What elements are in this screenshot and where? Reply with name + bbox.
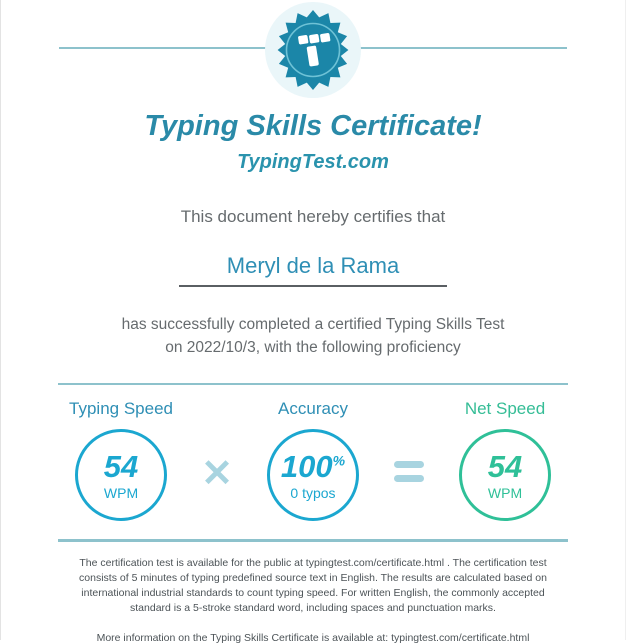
typing-speed-circle xyxy=(75,429,167,521)
recipient-name: Meryl de la Rama xyxy=(226,253,400,278)
stat-typing-speed xyxy=(46,399,196,521)
certificate-header xyxy=(1,0,625,96)
net-speed-value: 54 xyxy=(487,448,523,484)
divider-bottom xyxy=(58,539,568,542)
certificate-subtitle: TypingTest.com xyxy=(237,151,389,173)
recipient-name-block xyxy=(179,253,447,287)
divider-middle xyxy=(58,383,568,385)
recipient-name-underline xyxy=(179,285,447,287)
typingtest-gear-badge-icon xyxy=(273,10,353,90)
percent-symbol: % xyxy=(332,452,346,469)
stats-row xyxy=(1,399,625,521)
net-speed-circle xyxy=(459,429,551,521)
typing-speed-value: 54 xyxy=(103,448,139,484)
accuracy-value-group xyxy=(280,448,346,484)
accuracy-circle xyxy=(267,429,359,521)
multiply-icon: ✕ xyxy=(201,453,233,495)
accuracy-value: 100 xyxy=(280,448,333,484)
equals-icon xyxy=(394,461,424,482)
stat-typing-speed-label: Typing Speed xyxy=(69,399,173,418)
accuracy-typos: 0 typos xyxy=(290,484,336,501)
stat-accuracy-label: Accuracy xyxy=(278,399,348,418)
certificate-title: Typing Skills Certificate! xyxy=(144,110,482,142)
stat-net-speed xyxy=(430,399,580,521)
fineprint-text: The certification test is available for the public at typingtest.com/certificate.html . The certification test consists of 5 minutes of typing predefined source text in English. The results are calculated based on international industrial standards to count typing speed. For written English, the commonly accepted standard is a 5-stroke standard word, including spaces and punctuation marks. xyxy=(79,557,547,614)
multiply-operator xyxy=(196,455,238,493)
typing-speed-unit: WPM xyxy=(103,484,139,501)
footer-note: More information on the Typing Skills Certificate is available at: typingtest.com/certificate.html xyxy=(96,632,530,644)
stat-net-speed-label: Net Speed xyxy=(464,399,546,418)
completion-text: has successfully completed a certified Typing Skills Test on 2022/10/3, with the following proficiency xyxy=(121,316,505,356)
equals-operator xyxy=(388,461,430,487)
stat-accuracy xyxy=(238,399,388,521)
certifies-text: This document hereby certifies that xyxy=(180,207,446,226)
net-speed-unit: WPM xyxy=(487,484,523,501)
typingtest-logo xyxy=(265,2,361,98)
